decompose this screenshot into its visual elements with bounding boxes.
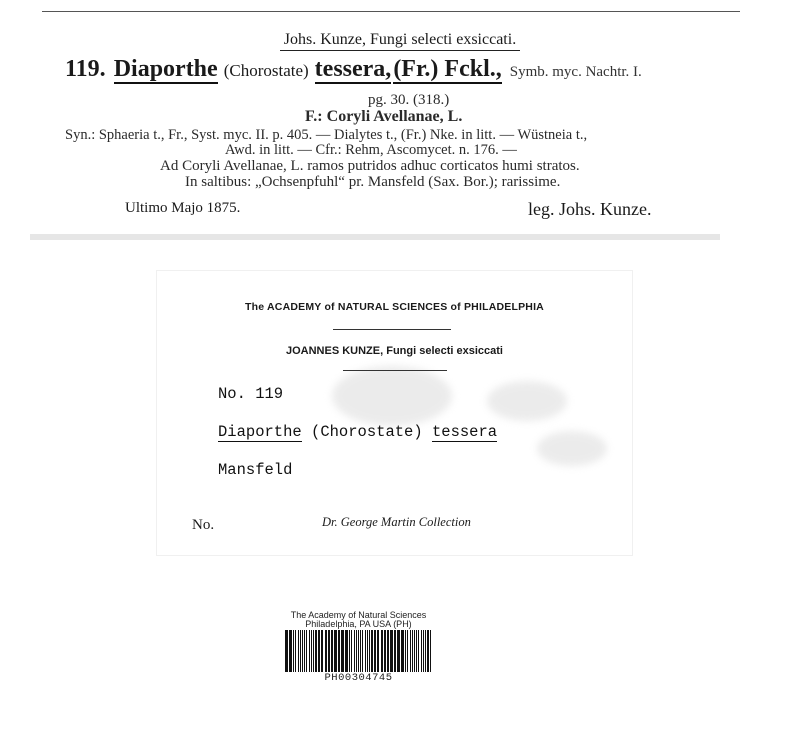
no-field-label: No.: [192, 517, 215, 533]
locality-line: In saltibus: „Ochsenpfuhl“ pr. Mansfeld (Sax. Bor.); rarissime.: [185, 174, 561, 190]
barcode-bar: [377, 630, 379, 672]
barcode-bar: [430, 630, 431, 672]
author-citation: (Fr.) Fckl.,: [393, 56, 502, 82]
reference-text: Symb. myc. Nachtr. I.: [509, 64, 642, 80]
barcode-bar: [381, 630, 383, 672]
stain-mark: [332, 366, 452, 426]
barcode-bar: [405, 630, 406, 672]
barcode-bar: [418, 630, 419, 672]
reference-page: pg. 30. (318.): [368, 92, 450, 108]
divider: [343, 370, 447, 371]
specimen-number: No. 119: [218, 385, 284, 403]
barcode-bar: [423, 630, 424, 672]
collection-date: Ultimo Majo 1875.: [125, 200, 241, 216]
barcode-bar: [328, 630, 330, 672]
series-header: [0, 31, 800, 51]
barcode-bar: [306, 630, 307, 672]
barcode-number: PH00304745: [324, 672, 393, 684]
barcode-bar: [374, 630, 376, 672]
exsiccata-label: [0, 0, 800, 238]
barcode-bar: [362, 630, 363, 672]
synonymy-line-2: Awd. in litt. — Cfr.: Rehm, Ascomycet. n. 176. —: [225, 142, 517, 158]
stain-mark: [487, 381, 567, 421]
synonymy-line-1: Syn.: Sphaeria t., Fr., Syst. myc. II. p. 405. — Dialytes t., (Fr.) Nke. in litt. — Wüstneia t.,: [65, 127, 588, 143]
barcode-bars: [285, 630, 431, 672]
habitat-line: Ad Coryli Avellanae, L. ramos putridos adhuc corticatos humi stratos.: [160, 158, 580, 174]
barcode-bar: [401, 630, 404, 672]
barcode-bar: [318, 630, 320, 672]
institution-title: The ACADEMY of NATURAL SCIENCES of PHILADELPHIA: [245, 301, 544, 313]
genus-name: Diaporthe: [113, 56, 218, 82]
series-header-text: Johs. Kunze, Fungi selecti exsiccati.: [280, 31, 520, 51]
barcode-bar: [331, 630, 333, 672]
barcode-bar: [289, 630, 292, 672]
barcode-bar: [397, 630, 400, 672]
barcode-bar: [407, 630, 408, 672]
barcode-sticker: [281, 608, 436, 684]
barcode-bar: [365, 630, 366, 672]
collector-text: leg. Johs. Kunze.: [528, 199, 652, 219]
typed-locality: Mansfeld: [218, 461, 293, 479]
barcode-bar: [309, 630, 310, 672]
barcode-bar: [285, 630, 288, 672]
subgenus-name: (Chorostate): [223, 61, 309, 80]
barcode-bar: [416, 630, 417, 672]
barcode-bar: [300, 630, 301, 672]
collector-line: [528, 199, 651, 220]
barcode-location: Philadelphia, PA USA (PH): [305, 619, 412, 629]
typed-taxon: [218, 423, 497, 441]
barcode-bar: [334, 630, 337, 672]
barcode-bar: [354, 630, 355, 672]
barcode-bar: [304, 630, 305, 672]
barcode-bar: [338, 630, 340, 672]
barcode-bar: [313, 630, 314, 672]
barcode-institution: The Academy of Natural Sciences: [290, 610, 427, 620]
barcode-bar: [427, 630, 429, 672]
barcode-bar: [325, 630, 327, 672]
typed-species: tessera: [431, 423, 498, 441]
barcode-bar: [394, 630, 396, 672]
barcode-bar: [410, 630, 411, 672]
barcode-bar: [369, 630, 370, 672]
host-line: F.: Coryli Avellanae, L.: [305, 108, 463, 125]
barcode-bar: [421, 630, 422, 672]
typed-subgenus: (Chorostate): [311, 423, 423, 441]
barcode-bar: [367, 630, 368, 672]
barcode-bar: [315, 630, 317, 672]
barcode-bar: [414, 630, 415, 672]
barcode-bar: [360, 630, 361, 672]
academy-label: [157, 271, 632, 555]
barcode-bar: [351, 630, 352, 672]
barcode-bar: [387, 630, 389, 672]
barcode-bar: [425, 630, 426, 672]
species-name: tessera,: [314, 56, 392, 82]
barcode-bar: [412, 630, 413, 672]
barcode-bar: [302, 630, 303, 672]
barcode-bar: [390, 630, 393, 672]
barcode-bar: [384, 630, 386, 672]
label-shadow: [30, 234, 720, 240]
barcode-bar: [371, 630, 373, 672]
top-rule: [42, 11, 740, 12]
barcode-bar: [356, 630, 357, 672]
barcode-bar: [293, 630, 294, 672]
exsiccata-number: 119.: [65, 56, 106, 82]
barcode-bar: [295, 630, 296, 672]
typed-genus: Diaporthe: [218, 423, 302, 441]
barcode-bar: [345, 630, 348, 672]
divider: [333, 329, 451, 330]
barcode-bar: [298, 630, 299, 672]
stain-mark: [537, 431, 607, 466]
barcode-bar: [349, 630, 350, 672]
collection-name: Dr. George Martin Collection: [322, 515, 471, 529]
barcode-bar: [321, 630, 323, 672]
barcode-bar: [358, 630, 359, 672]
taxon-title: [65, 56, 642, 83]
collection-series: JOANNES KUNZE, Fungi selecti exsiccati: [285, 345, 503, 357]
barcode-bar: [311, 630, 312, 672]
barcode-bar: [341, 630, 344, 672]
